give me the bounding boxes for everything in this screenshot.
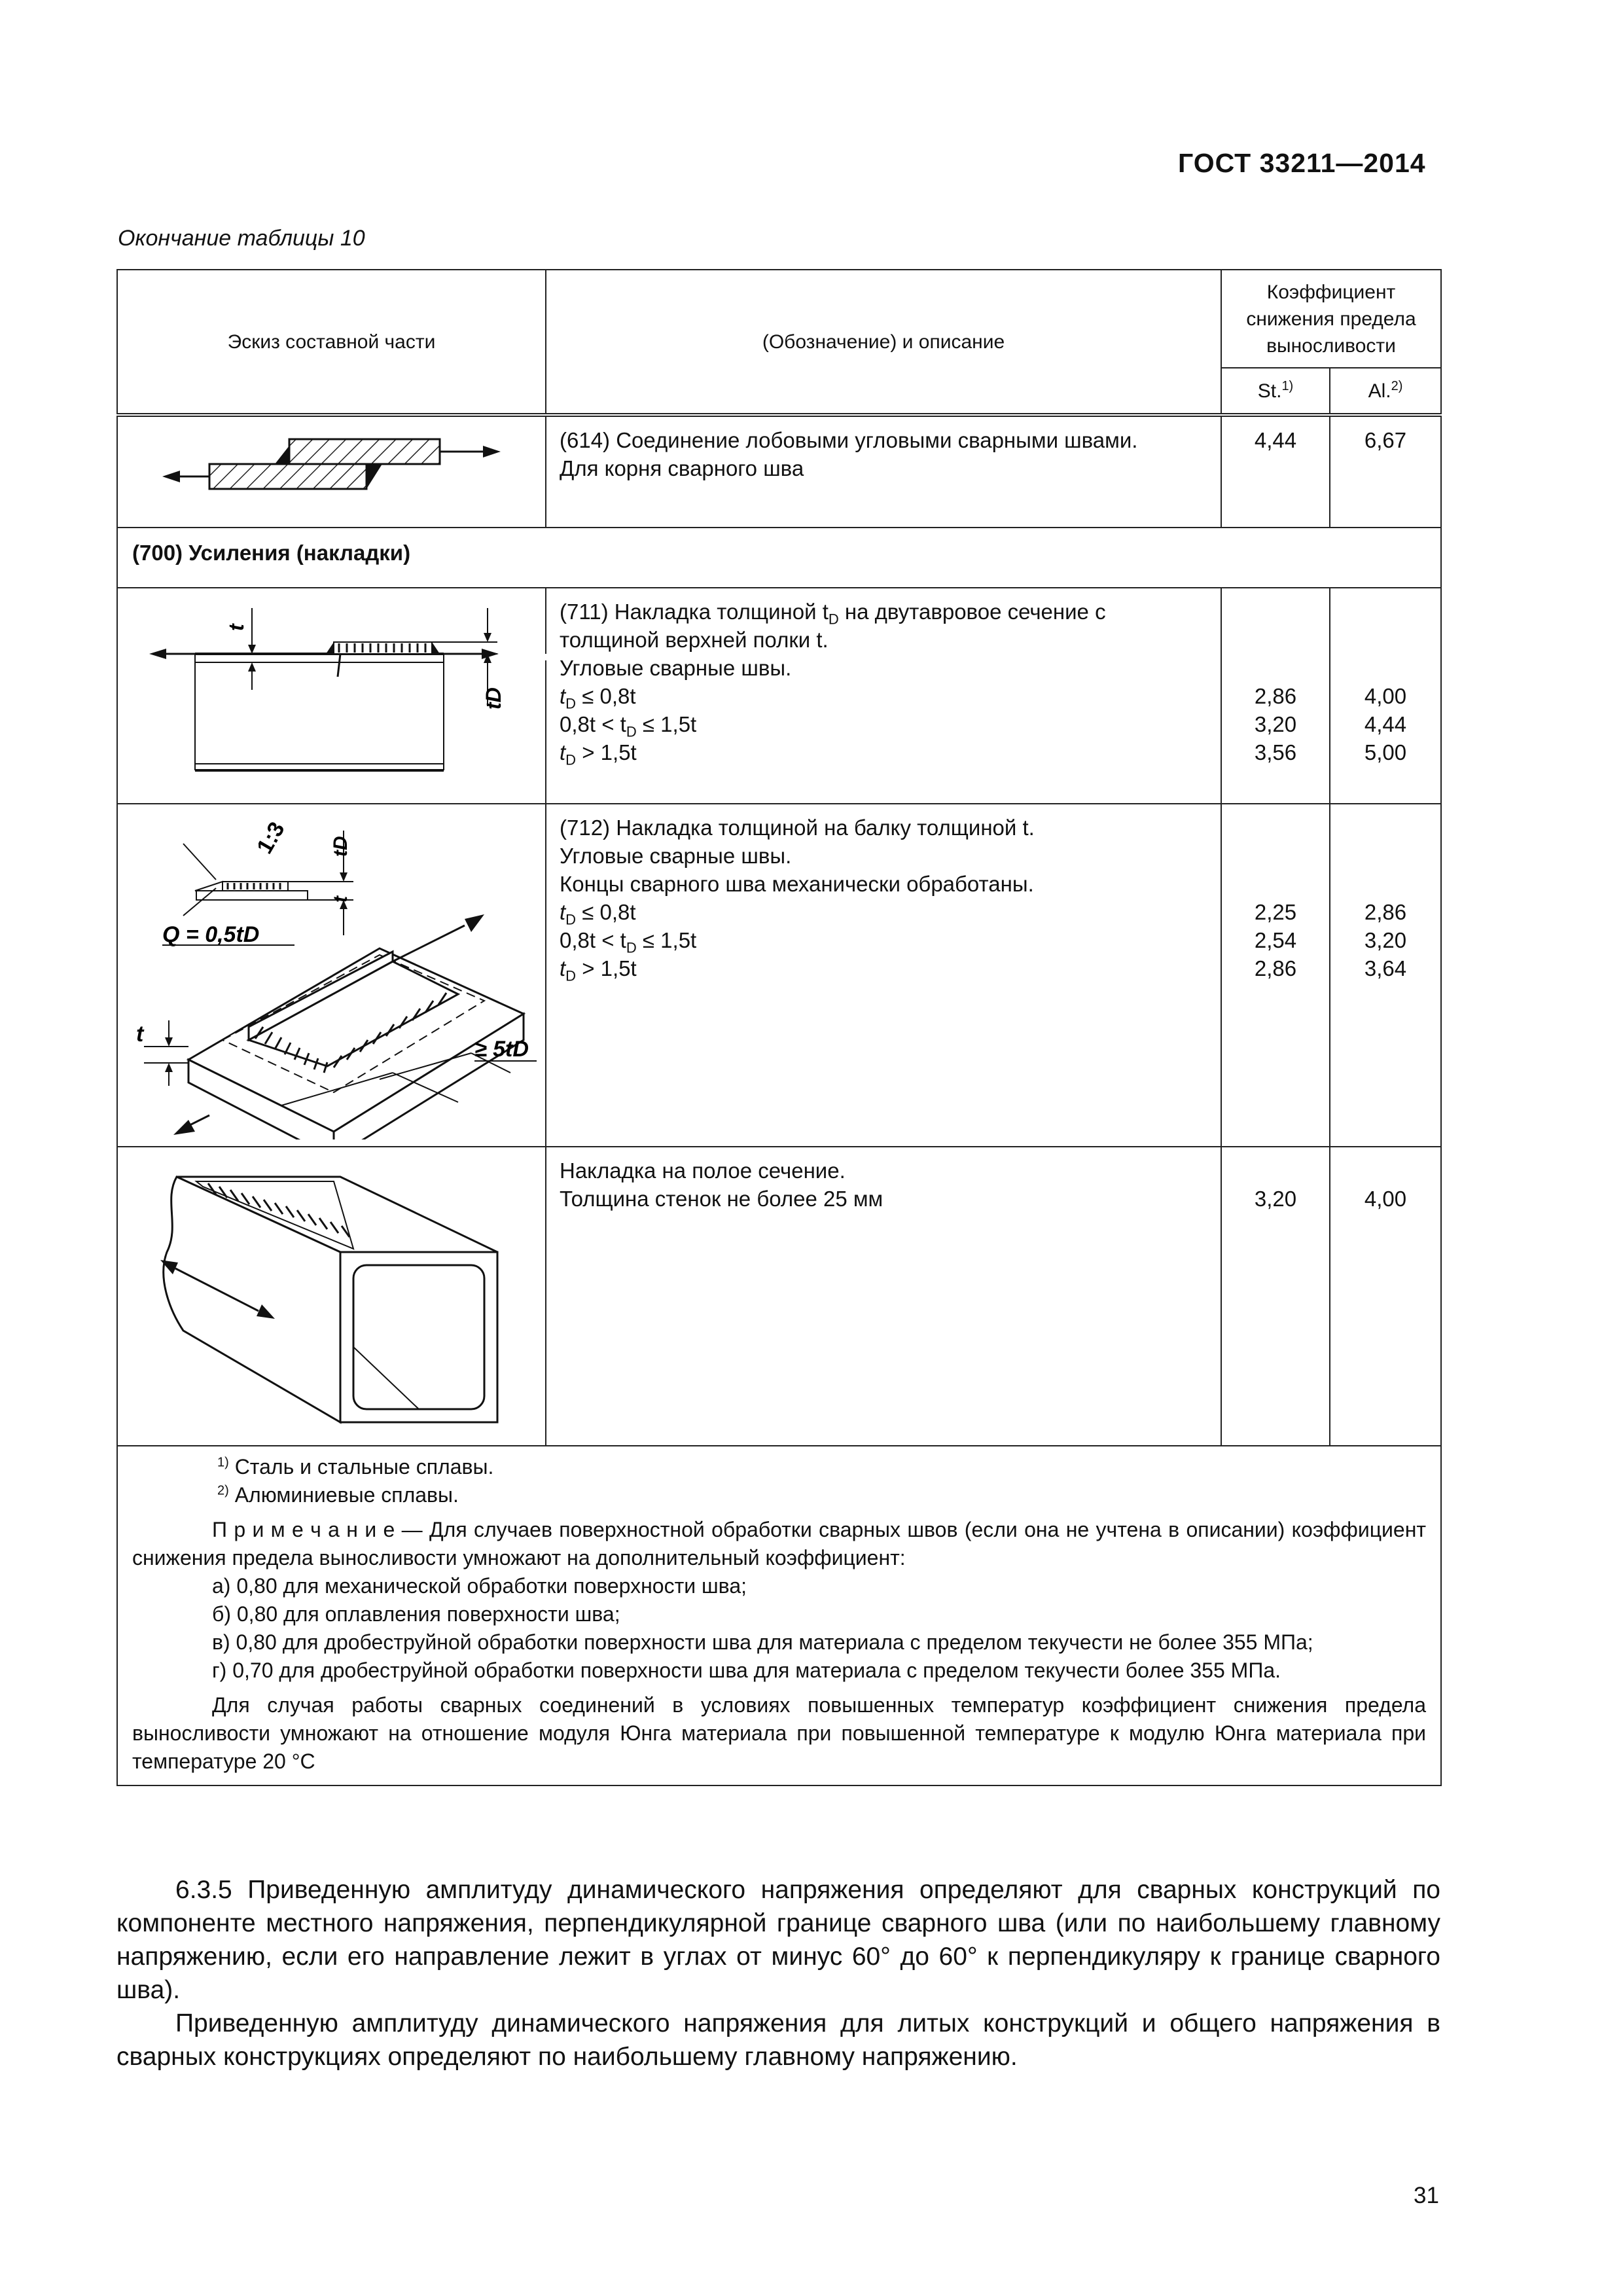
st-614: 4,44	[1221, 415, 1330, 528]
al-712	[1330, 804, 1441, 1147]
page-number: 31	[1414, 2183, 1439, 2208]
coef-line-3: выносливости	[1266, 334, 1396, 357]
desc-711-line1: (711) Накладка толщиной $t_D$ на двутавровое сечение с	[560, 600, 1106, 628]
desc-711	[546, 588, 1221, 804]
desc-hollow-line1: Накладка на полое сечение.	[560, 1158, 846, 1183]
al-712-v2: 3,20	[1364, 928, 1407, 952]
desc-712-line2: Угловые сварные швы.	[560, 844, 792, 868]
desc-614-line2: Для корня сварного шва	[560, 456, 804, 480]
st-712-v3: 2,86	[1254, 956, 1297, 980]
desc-614-line1: (614) Соединение лобовыми угловыми сварными швами.	[560, 428, 1138, 452]
col-header-desc: (Обозначение) и описание	[546, 270, 1221, 415]
note-temperature: Для случая работы сварных соединений в условиях повышенных температур коэффициент снижения предела выносливости умножают на отношение модуля Юнга материала при повышенной температуре к модулю Юнга материала при температуре 20 °С	[132, 1693, 1427, 1773]
paragraph-cast: Приведенную амплитуду динамического напряжения для литых конструкций и общего напряжения в сварных конструкциях определяют по наибольшему главному напряжению.	[116, 2009, 1440, 2071]
table-note: П р и м е ч а н и е — Для случаев поверхностной обработки сварных швов (если она не учтена в описании) коэффициент снижения предела выносливости умножают на дополнительный коэффициент:	[132, 1518, 1427, 1570]
sk712-t-small: t	[330, 896, 351, 903]
sketch-hollow-drawing	[118, 1147, 546, 1439]
standard-number: ГОСТ 33211—2014	[1178, 148, 1426, 178]
sketch-711-drawing	[118, 588, 546, 797]
footnote-2: $^{2)}$ Алюминиевые сплавы.	[217, 1483, 459, 1507]
st-711-v1: 2,86	[1254, 684, 1297, 708]
col-header-coef	[1221, 270, 1441, 368]
sketch-614-drawing	[118, 417, 546, 520]
section-700-title: (700) Усиления (накладки)	[117, 528, 1441, 588]
col-header-st: St.$^{1)}$	[1221, 368, 1330, 415]
footnote-1: $^{1)}$ Сталь и стальные сплавы.	[217, 1455, 494, 1479]
table-footnotes	[117, 1446, 1441, 1785]
sk712-t-big: t	[136, 1022, 144, 1047]
note-item-c: в) 0,80 для дробеструйной обработки поверхности шва для материала с пределом текучести не более 355 МПа;	[212, 1630, 1313, 1654]
col-header-sketch: Эскиз составной части	[117, 270, 546, 415]
desc-614	[546, 415, 1221, 528]
sketch-hollow	[117, 1147, 546, 1446]
note-item-b: б) 0,80 для оплавления поверхности шва;	[212, 1602, 620, 1626]
desc-712-line3: Концы сварного шва механически обработаны.	[560, 872, 1034, 896]
al-711-v1: 4,00	[1364, 684, 1407, 708]
desc-712-cond2: $0,8t < t_D \le 1,5t$	[560, 928, 697, 956]
sk712-5tD: ≥ 5tD	[474, 1037, 529, 1062]
st-hollow: 3,20	[1221, 1147, 1330, 1446]
sk712-tD: tD	[330, 836, 351, 857]
sketch-614	[117, 415, 546, 528]
desc-712	[546, 804, 1221, 1147]
note-item-d: г) 0,70 для дробеструйной обработки поверхности шва для материала с пределом текучести более 355 МПа.	[212, 1659, 1281, 1682]
st-711-v2: 3,20	[1254, 712, 1297, 736]
body-text	[116, 1873, 1440, 2073]
sk711-t-label: t	[224, 624, 248, 631]
paragraph-6-3-5: 6.3.5 Приведенную амплитуду динамического напряжения определяют для сварных конструкций по компоненте местного напряжения, перпендикулярной границе сварного шва (или по наибольшему главному напряжению, если его направление лежит в углах от минус 60° до 60° к перпендикуляру к границе сварного шва).	[116, 1876, 1440, 2004]
al-711-v3: 5,00	[1364, 740, 1407, 764]
desc-711-cond2: $0,8t < t_D \le 1,5t$	[560, 712, 697, 740]
desc-712-line1: (712) Накладка толщиной на балку толщиной t.	[560, 816, 1035, 840]
desc-hollow	[546, 1147, 1221, 1446]
al-711-v2: 4,44	[1364, 712, 1407, 736]
sk711-tD-label: tD	[482, 687, 505, 709]
coef-line-1: Коэффициент	[1266, 281, 1396, 303]
desc-711-line3: Угловые сварные швы.	[560, 656, 792, 680]
desc-hollow-line2: Толщина стенок не более 25 мм	[560, 1187, 883, 1211]
table-caption: Окончание таблицы 10	[118, 226, 365, 251]
st-712-v2: 2,54	[1254, 928, 1297, 952]
col-header-al: Al.$^{2)}$	[1330, 368, 1441, 415]
sk712-Q: Q = 0,5tD	[162, 922, 260, 947]
sketch-711	[117, 588, 546, 804]
st-711	[1221, 588, 1330, 804]
al-711	[1330, 588, 1441, 804]
coef-line-2: снижения предела	[1246, 308, 1416, 330]
desc-711-cond3: $t_D > 1,5t$	[560, 740, 637, 768]
desc-712-cond1: $t_D \le 0,8t$	[560, 900, 636, 928]
sketch-712-drawing	[118, 804, 546, 1139]
desc-712-cond3: $t_D > 1,5t$	[560, 956, 637, 984]
st-712-v1: 2,25	[1254, 900, 1297, 924]
al-hollow: 4,00	[1330, 1147, 1441, 1446]
table-10	[116, 269, 1442, 1786]
sketch-712	[117, 804, 546, 1147]
al-614: 6,67	[1330, 415, 1441, 528]
al-712-v3: 3,64	[1364, 956, 1407, 980]
desc-711-cond1: $t_D \le 0,8t$	[560, 684, 636, 712]
desc-711-line2: толщиной верхней полки t.	[560, 628, 829, 652]
al-712-v1: 2,86	[1364, 900, 1407, 924]
note-item-a: а) 0,80 для механической обработки поверхности шва;	[212, 1574, 747, 1598]
sk712-ratio: 1:3	[252, 817, 290, 858]
st-711-v3: 3,56	[1254, 740, 1297, 764]
st-712	[1221, 804, 1330, 1147]
